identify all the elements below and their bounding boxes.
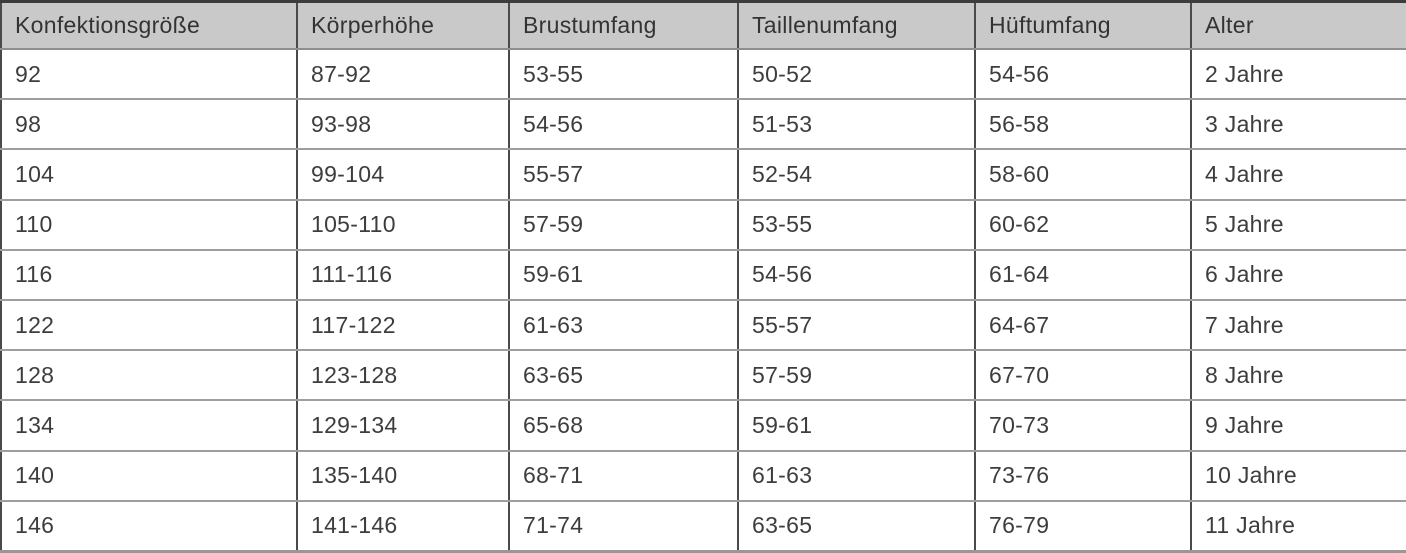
table-cell: 8 Jahre (1191, 350, 1406, 400)
table-cell: 4 Jahre (1191, 149, 1406, 199)
table-cell: 76-79 (975, 501, 1191, 552)
table-cell: 54-56 (738, 250, 975, 300)
table-row (1, 501, 1406, 552)
table-cell: 99-104 (297, 149, 509, 199)
column-header: Konfektionsgröße (1, 2, 297, 50)
table-cell: 110 (1, 200, 297, 250)
table-cell: 9 Jahre (1191, 400, 1406, 450)
table-row (1, 400, 1406, 450)
table-cell: 73-76 (975, 451, 1191, 501)
table-cell: 61-64 (975, 250, 1191, 300)
table-row (1, 99, 1406, 149)
header-row (1, 2, 1406, 50)
table-cell: 93-98 (297, 99, 509, 149)
table-cell: 128 (1, 350, 297, 400)
table-cell: 98 (1, 99, 297, 149)
table-cell: 135-140 (297, 451, 509, 501)
table-cell: 56-58 (975, 99, 1191, 149)
table-cell: 63-65 (509, 350, 738, 400)
table-cell: 57-59 (509, 200, 738, 250)
table-cell: 52-54 (738, 149, 975, 199)
table-cell: 58-60 (975, 149, 1191, 199)
table-cell: 55-57 (738, 300, 975, 350)
table-cell: 71-74 (509, 501, 738, 552)
column-header: Hüftumfang (975, 2, 1191, 50)
table-cell: 2 Jahre (1191, 49, 1406, 99)
table-cell: 50-52 (738, 49, 975, 99)
table-cell: 87-92 (297, 49, 509, 99)
column-header: Körperhöhe (297, 2, 509, 50)
table-cell: 10 Jahre (1191, 451, 1406, 501)
table-cell: 105-110 (297, 200, 509, 250)
table-row (1, 350, 1406, 400)
table-cell: 63-65 (738, 501, 975, 552)
table-cell: 3 Jahre (1191, 99, 1406, 149)
table-cell: 54-56 (975, 49, 1191, 99)
table-row (1, 200, 1406, 250)
table-row (1, 49, 1406, 99)
table-cell: 54-56 (509, 99, 738, 149)
table-cell: 141-146 (297, 501, 509, 552)
table-cell: 129-134 (297, 400, 509, 450)
table-cell: 67-70 (975, 350, 1191, 400)
table-cell: 68-71 (509, 451, 738, 501)
table-row (1, 451, 1406, 501)
table-cell: 59-61 (738, 400, 975, 450)
column-header: Brustumfang (509, 2, 738, 50)
table-cell: 7 Jahre (1191, 300, 1406, 350)
table-cell: 5 Jahre (1191, 200, 1406, 250)
table-body (1, 49, 1406, 552)
table-cell: 92 (1, 49, 297, 99)
table-cell: 146 (1, 501, 297, 552)
table-cell: 117-122 (297, 300, 509, 350)
column-header: Alter (1191, 2, 1406, 50)
table-cell: 134 (1, 400, 297, 450)
table-cell: 6 Jahre (1191, 250, 1406, 300)
table-cell: 55-57 (509, 149, 738, 199)
table-cell: 59-61 (509, 250, 738, 300)
table-cell: 64-67 (975, 300, 1191, 350)
column-header: Taillenumfang (738, 2, 975, 50)
table-cell: 123-128 (297, 350, 509, 400)
table-cell: 140 (1, 451, 297, 501)
table-row (1, 300, 1406, 350)
table-cell: 57-59 (738, 350, 975, 400)
table-cell: 60-62 (975, 200, 1191, 250)
table-cell: 116 (1, 250, 297, 300)
table-cell: 61-63 (738, 451, 975, 501)
table-cell: 11 Jahre (1191, 501, 1406, 552)
table-cell: 61-63 (509, 300, 738, 350)
table-row (1, 250, 1406, 300)
table-cell: 104 (1, 149, 297, 199)
table-cell: 65-68 (509, 400, 738, 450)
table-cell: 122 (1, 300, 297, 350)
table-row (1, 149, 1406, 199)
table-header (1, 2, 1406, 50)
table-cell: 111-116 (297, 250, 509, 300)
table-cell: 51-53 (738, 99, 975, 149)
table-cell: 53-55 (738, 200, 975, 250)
table-cell: 70-73 (975, 400, 1191, 450)
table-cell: 53-55 (509, 49, 738, 99)
